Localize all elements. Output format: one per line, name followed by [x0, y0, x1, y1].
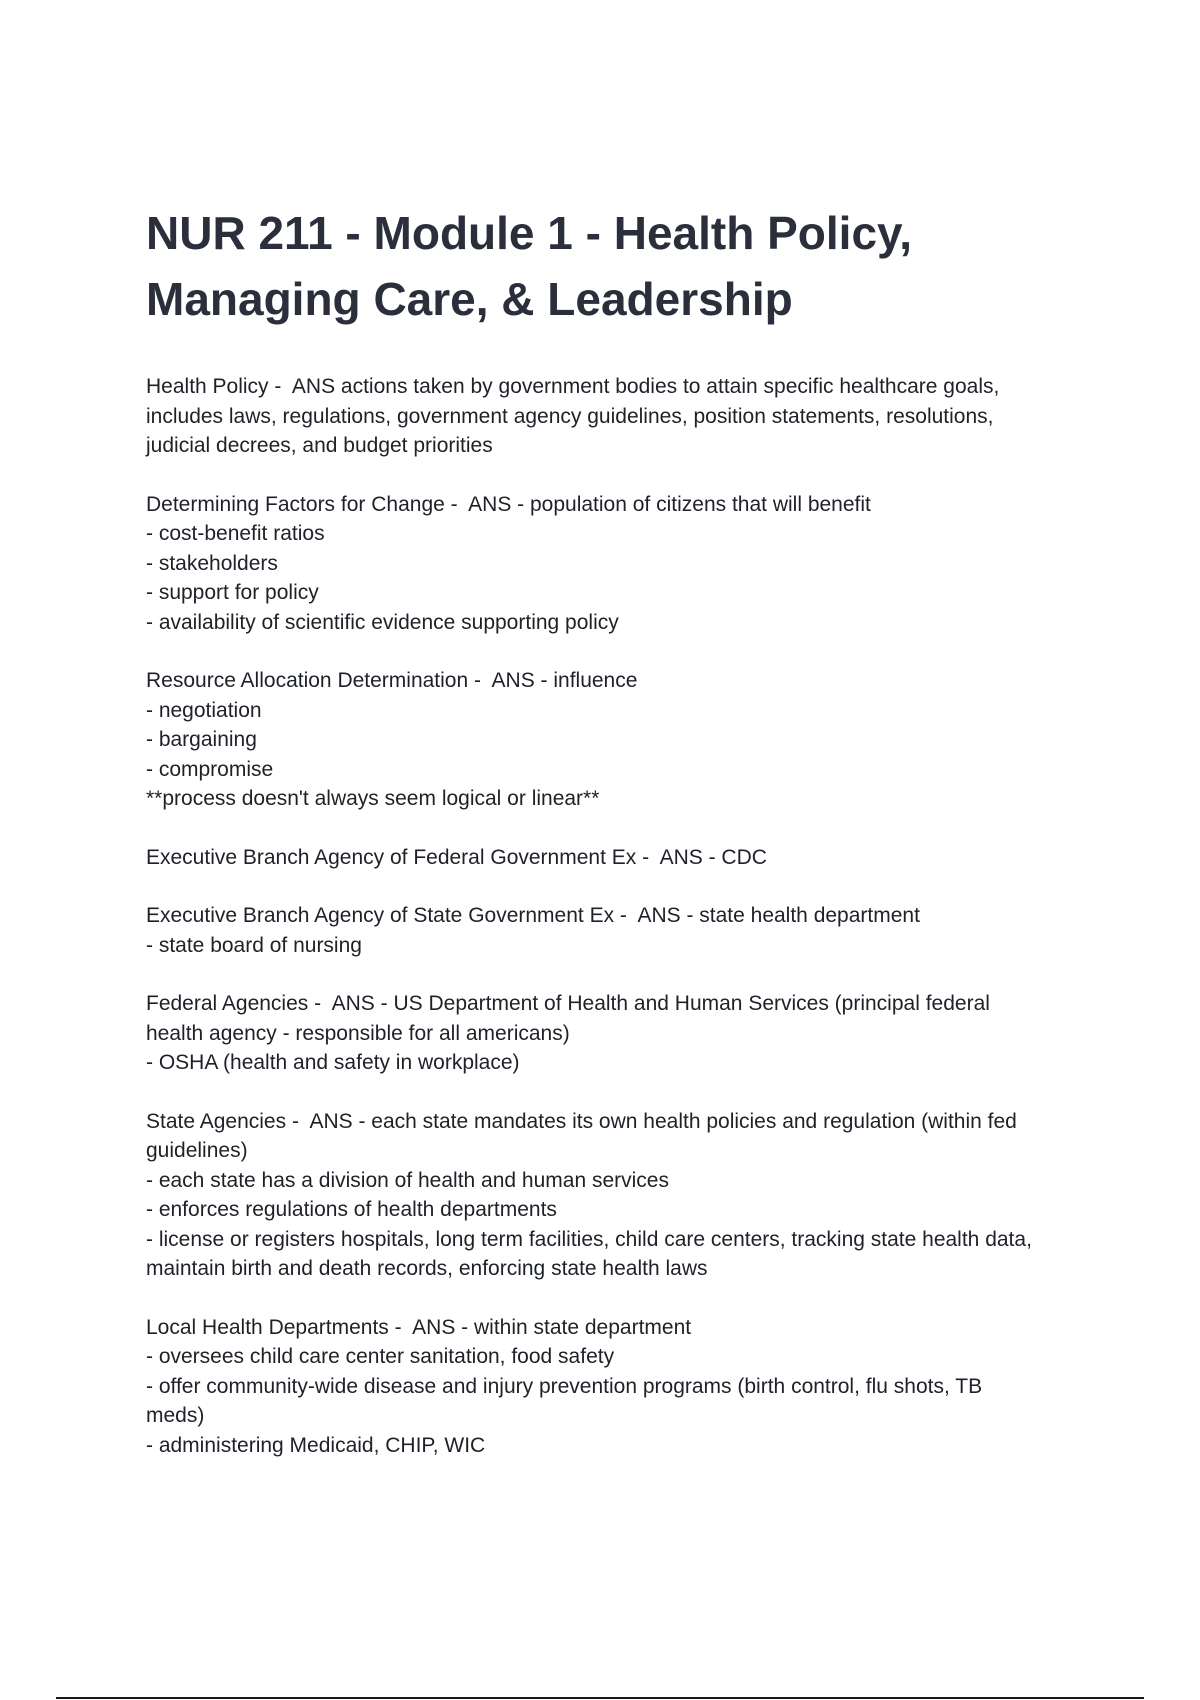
entry-separator: - [468, 669, 492, 692]
entry-answer-line: ANS - within state department [412, 1315, 692, 1339]
entry-first-line [146, 1313, 1086, 1343]
entry-answer-line: health agency - responsible for all americans) [146, 1021, 570, 1045]
entry-term: Federal Agencies [146, 992, 309, 1015]
entry-answer-line: - each state has a division of health and human services [146, 1168, 669, 1192]
document-title-line-1: NUR 211 - Module 1 - Health Policy, [146, 207, 912, 259]
entry-separator: - [388, 1315, 413, 1339]
entry-answer-line: - license or registers hospitals, long term facilities, child care centers, tracking state health data, [146, 1227, 1032, 1251]
entry-answer-line: includes laws, regulations, government agency guidelines, position statements, resolutions, [146, 404, 994, 428]
entry-term: Executive Branch Agency of State Government Ex [146, 904, 615, 927]
entry-answer-line: - cost-benefit ratios [146, 522, 325, 545]
entry-first-line [146, 490, 1086, 520]
entry-answer-line: ANS - US Department of Health and Human Services (principal federal [331, 992, 990, 1015]
flashcard-entry-state-agencies [146, 1107, 1086, 1284]
entry-answer-line: - availability of scientific evidence supporting policy [146, 610, 619, 634]
entry-answer-line: - compromise [146, 757, 274, 781]
entry-first-line [146, 901, 1086, 931]
entry-first-line [146, 843, 1086, 873]
entry-first-line [146, 666, 1086, 696]
entry-answer-line: - state board of nursing [146, 933, 362, 957]
flashcard-entry-local-health-departments [146, 1313, 1086, 1461]
flashcard-entry-health-policy [146, 372, 1086, 461]
entry-answer-line: ANS - CDC [659, 845, 767, 869]
flashcard-entry-federal-agencies [146, 989, 1086, 1078]
entry-answer-line: ANS - population of citizens that will benefit [468, 492, 871, 516]
entry-term: Health Policy [146, 375, 269, 398]
entry-answer-line: - administering Medicaid, CHIP, WIC [146, 1433, 486, 1457]
page-bottom-divider [56, 1697, 1144, 1699]
entry-separator: - [308, 992, 332, 1015]
entry-answer-line: - bargaining [146, 728, 257, 751]
entry-answer-line: ANS - influence [491, 669, 638, 692]
entry-term: Local Health Departments [146, 1315, 389, 1339]
entry-separator: - [444, 492, 469, 516]
entry-first-line [146, 372, 1086, 402]
entry-term: Determining Factors for Change [146, 492, 445, 516]
entry-answer-line: guidelines) [146, 1139, 248, 1162]
document-title [146, 200, 1086, 332]
entry-answer-line: ANS - state health department [637, 904, 920, 927]
entry-term: Executive Branch Agency of Federal Government Ex [146, 845, 637, 869]
entry-answer-line: maintain birth and death records, enforcing state health laws [146, 1257, 708, 1280]
flashcard-entry-state-executive-agency [146, 901, 1086, 960]
entry-answer-line: - negotiation [146, 698, 262, 722]
entry-separator: - [268, 375, 292, 398]
document-title-line-2: Managing Care, & Leadership [146, 273, 793, 325]
flashcard-entry-determining-factors [146, 490, 1086, 638]
entry-answer-line: - support for policy [146, 581, 319, 604]
entry-term: Resource Allocation Determination [146, 669, 469, 692]
flashcard-entry-resource-allocation [146, 666, 1086, 814]
entry-answer-line: - enforces regulations of health departments [146, 1198, 557, 1221]
entry-answer-line: **process doesn't always seem logical or linear** [146, 787, 600, 810]
flashcard-entry-federal-executive-agency [146, 843, 1086, 873]
document-page [146, 200, 1086, 1489]
entry-first-line [146, 1107, 1086, 1137]
entry-answer-line: ANS actions taken by government bodies to attain specific healthcare goals, [291, 375, 1000, 398]
entry-answer-line: judicial decrees, and budget priorities [146, 434, 493, 457]
entry-term: State Agencies [146, 1109, 287, 1133]
entry-answer-line: - offer community-wide disease and injury prevention programs (birth control, flu shots, TB [146, 1374, 983, 1398]
entry-separator: - [286, 1109, 310, 1133]
entry-answer-line: - OSHA (health and safety in workplace) [146, 1051, 520, 1074]
entry-answer-line: ANS - each state mandates its own health policies and regulation (within fed [309, 1109, 1017, 1133]
entry-separator: - [614, 904, 638, 927]
entry-answer-line: meds) [146, 1404, 205, 1427]
entry-first-line [146, 989, 1086, 1019]
entry-answer-line: - stakeholders [146, 551, 278, 575]
entry-separator: - [636, 845, 660, 869]
flashcard-list [146, 372, 1086, 1460]
entry-answer-line: - oversees child care center sanitation, food safety [146, 1345, 615, 1368]
